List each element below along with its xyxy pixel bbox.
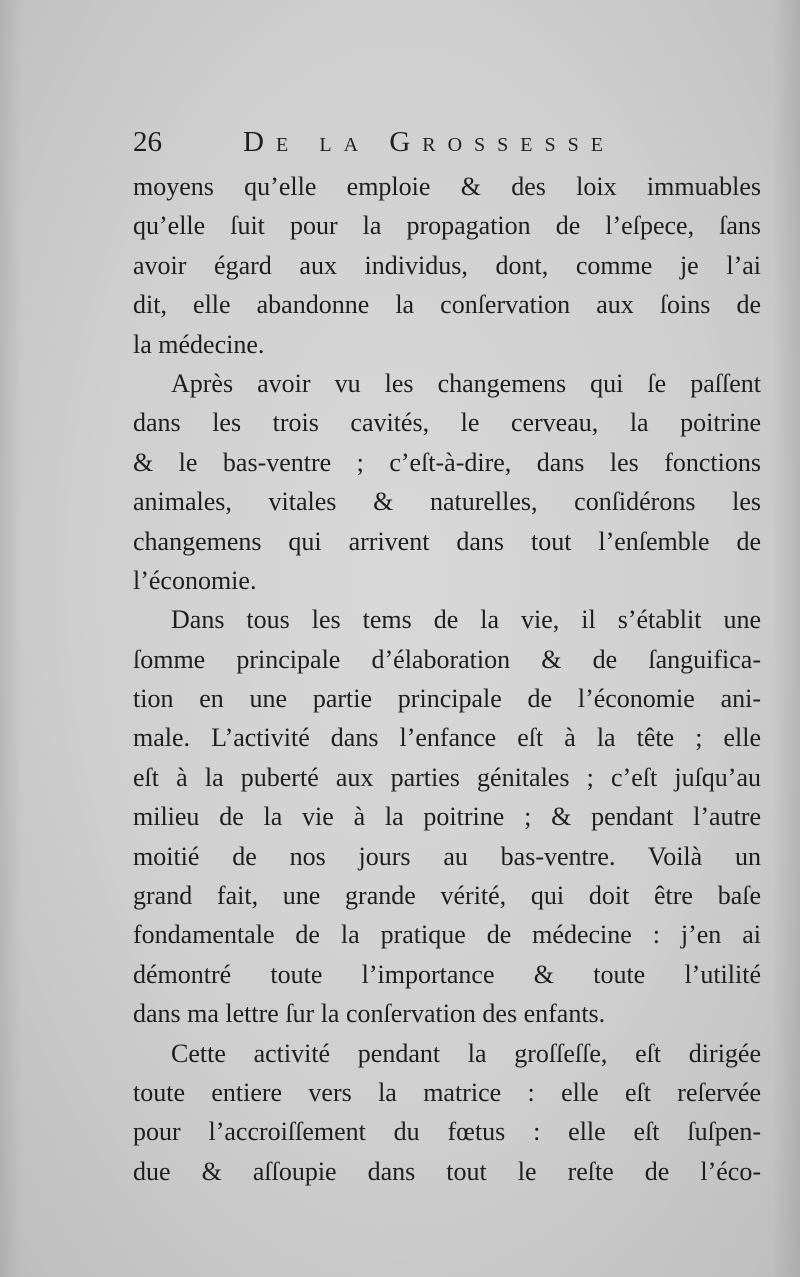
text-line: Après avoir vu les changemens qui ſe paſſent xyxy=(171,368,761,398)
running-head xyxy=(133,122,763,162)
text-line: toute entiere vers la matrice : elle eſt reſervée xyxy=(133,1077,761,1107)
text-line: dit, elle abandonne la conſervation aux ſoins de xyxy=(133,290,761,320)
text-line: pour l’accroiſſement du fœtus : elle eſt ſuſpen- xyxy=(133,1117,761,1147)
text-line: l’économie. xyxy=(133,565,257,595)
text-line: la médecine. xyxy=(133,329,265,359)
body-text xyxy=(133,167,761,1191)
text-line: milieu de la vie à la poitrine ; & pendant l’autre xyxy=(133,802,761,832)
text-line: due & aſſoupie dans tout le reſte de l’éco- xyxy=(133,1156,761,1186)
text-line: qu’elle ſuit pour la propagation de l’eſpece, ſans xyxy=(133,211,761,241)
text-line: changemens qui arrivent dans tout l’enſemble de xyxy=(133,526,761,556)
page-shadow-left xyxy=(0,0,22,1277)
text-line: Dans tous les tems de la vie, il s’établit une xyxy=(171,605,761,635)
text-line: eſt à la puberté aux parties génitales ; c’eſt juſqu’au xyxy=(133,762,761,792)
text-line: démontré toute l’importance & toute l’utilité xyxy=(133,959,761,989)
text-line: dans ma lettre ſur la conſervation des enfants. xyxy=(133,999,606,1029)
text-line: ſomme principale d’élaboration & de ſanguifica- xyxy=(133,644,761,674)
text-line: tion en une partie principale de l’économie ani- xyxy=(133,684,761,714)
text-line: moitié de nos jours au bas-ventre. Voilà un xyxy=(133,841,761,871)
text-line: grand fait, une grande vérité, qui doit être baſe xyxy=(133,881,761,911)
text-line: avoir égard aux individus, dont, comme je l’ai xyxy=(133,250,761,280)
text-line: & le bas-ventre ; c’eſt-à-dire, dans les fonctions xyxy=(133,447,761,477)
page-number: 26 xyxy=(133,126,162,158)
text-line: fondamentale de la pratique de médecine : j’en ai xyxy=(133,920,761,950)
text-line: Cette activité pendant la groſſeſſe, eſt dirigée xyxy=(171,1038,761,1068)
running-title: De la Grossesse xyxy=(243,126,615,158)
text-line: male. L’activité dans l’enfance eſt à la tête ; elle xyxy=(133,723,761,753)
text-line: animales, vitales & naturelles, conſidérons les xyxy=(133,487,761,517)
text-line: dans les trois cavités, le cerveau, la poitrine xyxy=(133,408,761,438)
text-line: moyens qu’elle emploie & des loix immuables xyxy=(133,172,761,201)
page-shadow-right xyxy=(772,0,800,1277)
